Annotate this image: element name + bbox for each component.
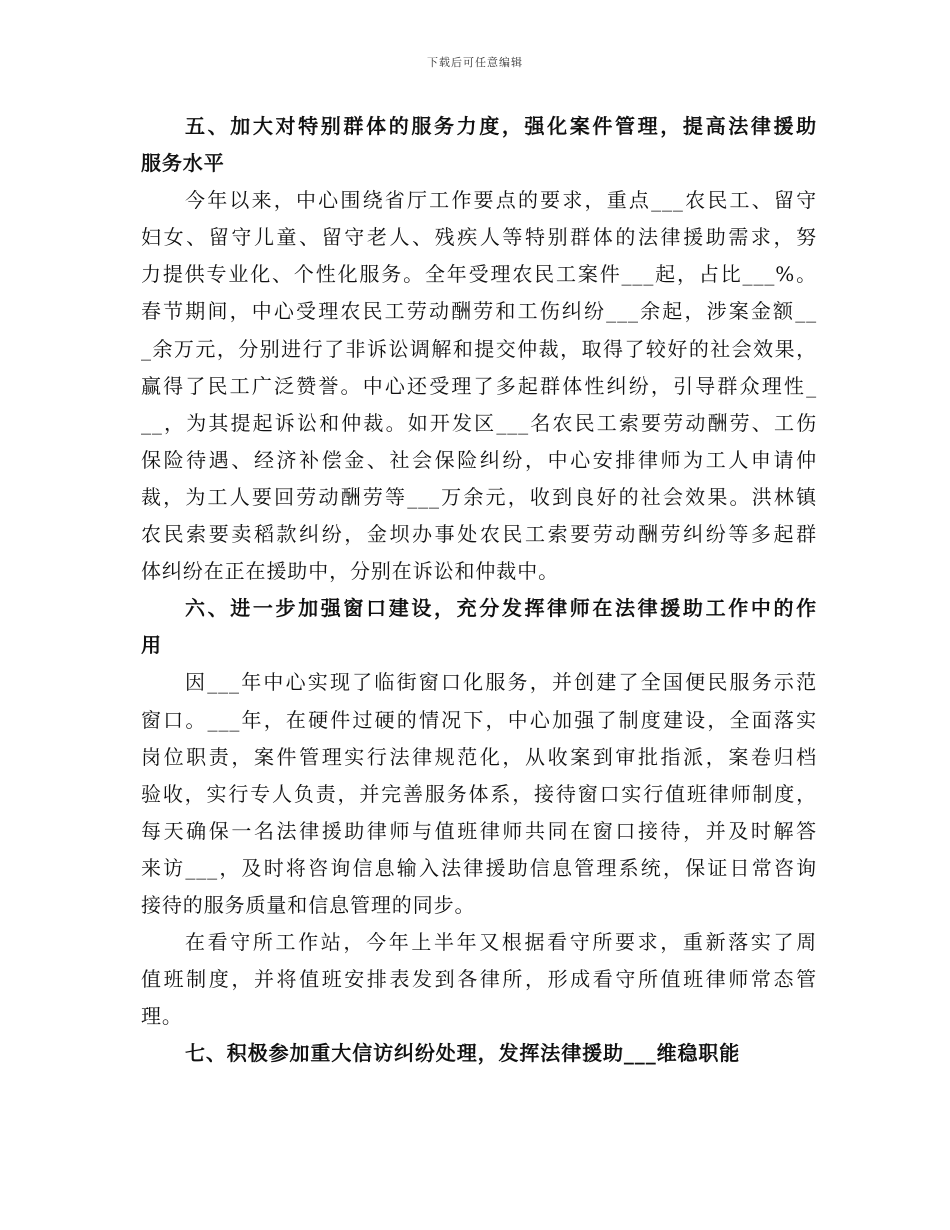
paragraph-line: 接待的服务质量和信息管理的同步。 [141,892,476,917]
section-heading-line: 服务水平 [141,151,225,176]
section-heading-line: 七、积极参加重大信访纠纷处理，发挥法律援助___维稳职能 [185,1041,741,1066]
paragraph-line: 赢得了民工广泛赞誉。中心还受理了多起群体性纠纷，引导群众理性_ [141,373,817,398]
paragraph-line: 岗位职责，案件管理实行法律规范化，从收案到审批指派，案卷归档 [141,744,817,769]
section-heading-line: 五、加大对特别群体的服务力度，强化案件管理，提高法律援助 [185,114,817,138]
paragraph-line: 值班制度，并将值班安排表发到各律所，形成看守所值班律师常态管 [141,967,817,992]
paragraph-line: 在看守所工作站，今年上半年又根据看守所要求，重新落实了周 [185,930,817,955]
paragraph [141,924,817,1035]
paragraph-line: 力提供专业化、个性化服务。全年受理农民工案件___起，占比___%。 [141,262,817,287]
paragraph-line: 今年以来，中心围绕省厅工作要点的要求，重点___农民工、留守 [185,188,817,213]
section-6 [141,590,817,1035]
paragraph-line: 保险待遇、经济补偿金、社会保险纠纷，中心安排律师为工人申请仲 [141,447,817,472]
paragraph-line: 每天确保一名法律援助律师与值班律师共同在窗口接待，并及时解答 [141,818,817,843]
paragraph-line: 体纠纷在正在援助中，分别在诉讼和仲裁中。 [141,559,559,584]
page-header-note: 下载后可任意编辑 [427,56,523,69]
section-heading-line: 用 [141,633,162,658]
paragraph [141,664,817,924]
paragraph-line: 来访___，及时将咨询信息输入法律援助信息管理系统，保证日常咨询 [141,855,817,880]
paragraph-line: 春节期间，中心受理农民工劳动酬劳和工伤纠纷___余起，涉案金额__ [141,299,817,324]
paragraph-line: _余万元，分别进行了非诉讼调解和提交仲裁，取得了较好的社会效果， [141,336,817,361]
document-body [141,108,817,1072]
paragraph-line: 妇女、留守儿童、留守老人、残疾人等特别群体的法律援助需求，努 [141,225,817,250]
paragraph-line: 裁，为工人要回劳动酬劳等___万余元，收到良好的社会效果。洪林镇 [141,484,817,509]
paragraph-line: 窗口。___年，在硬件过硬的情况下，中心加强了制度建设，全面落实 [141,707,817,732]
paragraph-line: 因___年中心实现了临街窗口化服务，并创建了全国便民服务示范 [185,670,817,695]
paragraph-line: 验收，实行专人负责，并完善服务体系，接待窗口实行值班律师制度， [141,781,817,806]
paragraph [141,182,817,590]
paragraph-line: 农民索要卖稻款纠纷，金坝办事处农民工索要劳动酬劳纠纷等多起群 [141,522,817,547]
section-heading-line: 六、进一步加强窗口建设，充分发挥律师在法律援助工作中的作 [185,596,817,621]
section-5 [141,108,817,590]
paragraph-line: 理。 [141,1004,183,1029]
paragraph-line: __，为其提起诉讼和仲裁。如开发区___名农民工索要劳动酬劳、工伤 [141,410,817,435]
section-7 [141,1035,817,1072]
